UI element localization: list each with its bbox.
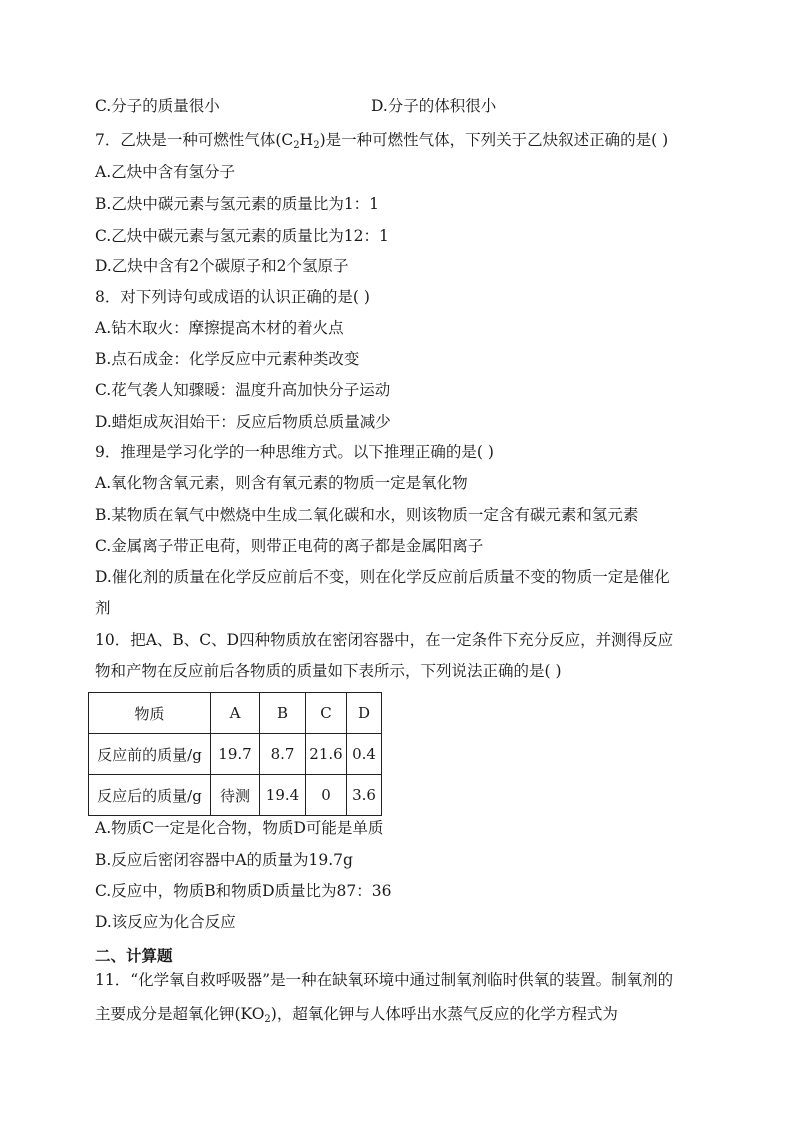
table-header-cell: B <box>260 693 306 734</box>
table-header-cell: C <box>306 693 347 734</box>
q10-stem-line2: 物和产物在反应前后各物质的质量如下表所示，下列说法正确的是( ) <box>95 662 562 680</box>
table-cell: 反应前的质量/g <box>89 734 211 775</box>
q7-formula-sub2: 2 <box>313 140 320 151</box>
table-header-cell: A <box>211 693 260 734</box>
q9-option-b: B.某物质在氧气中燃烧中生成二氧化碳和水，则该物质一定含有碳元素和氢元素 <box>95 506 639 524</box>
q10-option-b: B.反应后密闭容器中A的质量为19.7g <box>95 851 353 869</box>
q9-option-c: C.金属离子带正电荷，则带正电荷的离子都是金属阳离子 <box>95 537 484 555</box>
q11-line2-part2: )，超氧化钾与人体呼出水蒸气反应的化学方程式为 <box>270 1005 618 1023</box>
table-header-cell: 物质 <box>89 693 211 734</box>
table-cell: 21.6 <box>306 734 347 775</box>
q9-option-d: D.催化剂的质量在化学反应前后不变，则在化学反应前后质量不变的物质一定是催化 <box>95 568 670 586</box>
q7-stem-part3: )是一种可燃性气体，下列关于乙炔叙述正确的是( ) <box>319 131 669 149</box>
table-row <box>89 734 382 775</box>
q6-option-c: C.分子的质量很小 <box>95 97 220 115</box>
q10-option-c: C.反应中，物质B和物质D质量比为87：36 <box>95 882 392 900</box>
q7-option-d: D.乙炔中含有2个碳原子和2个氢原子 <box>95 257 349 275</box>
table-cell: 0.4 <box>347 734 382 775</box>
q11-line2-part1: 主要成分是超氧化钾(KO <box>95 1005 265 1023</box>
mass-data-table <box>88 692 382 816</box>
q10-stem-line1: 10．把A、B、C、D四种物质放在密闭容器中，在一定条件下充分反应，并测得反应 <box>95 631 674 649</box>
q7-stem-part2: H <box>299 131 314 149</box>
q8-option-b: B.点石成金：化学反应中元素种类改变 <box>95 350 360 368</box>
q7-formula-sub1: 2 <box>293 140 300 151</box>
q7-stem-part1: 7．乙炔是一种可燃性气体(C <box>95 131 294 149</box>
q7-stem <box>95 130 668 150</box>
q7-option-b: B.乙炔中碳元素与氢元素的质量比为1：1 <box>95 195 380 213</box>
q9-option-d-continued: 剂 <box>95 599 111 617</box>
q9-option-a: A.氧化物含氧元素，则含有氧元素的物质一定是氧化物 <box>95 474 468 492</box>
q8-option-c: C.花气袭人知骤暖：温度升高加快分子运动 <box>95 381 391 399</box>
table-cell: 19.4 <box>260 775 306 816</box>
table-cell: 3.6 <box>347 775 382 816</box>
table-header-row <box>89 693 382 734</box>
table-cell: 0 <box>306 775 347 816</box>
q7-option-a: A.乙炔中含有氢分子 <box>95 163 236 181</box>
q8-option-d: D.蜡炬成灰泪始干：反应后物质总质量减少 <box>95 413 391 431</box>
q11-line1: 11．“化学氧自救呼吸器”是一种在缺氧环境中通过制氧剂临时供氧的装置。制氧剂的 <box>95 971 674 989</box>
table-header-cell: D <box>347 693 382 734</box>
table-row <box>89 775 382 816</box>
q10-option-d: D.该反应为化合反应 <box>95 913 236 931</box>
q8-option-a: A.钻木取火：摩擦提高木材的着火点 <box>95 319 344 337</box>
q9-stem: 9．推理是学习化学的一种思维方式。以下推理正确的是( ) <box>95 443 494 461</box>
q7-option-c: C.乙炔中碳元素与氢元素的质量比为12：1 <box>95 227 389 245</box>
q10-option-a: A.物质C一定是化合物，物质D可能是单质 <box>95 819 384 837</box>
table-cell: 反应后的质量/g <box>89 775 211 816</box>
q11-formula-sub: 2 <box>264 1014 271 1025</box>
table-cell: 19.7 <box>211 734 260 775</box>
table-cell: 8.7 <box>260 734 306 775</box>
q11-line2 <box>95 1004 618 1024</box>
q6-option-d: D.分子的体积很小 <box>371 97 497 115</box>
q8-stem: 8．对下列诗句或成语的认识正确的是( ) <box>95 288 370 306</box>
section-heading: 二、计算题 <box>95 946 173 965</box>
table-cell: 待测 <box>211 775 260 816</box>
